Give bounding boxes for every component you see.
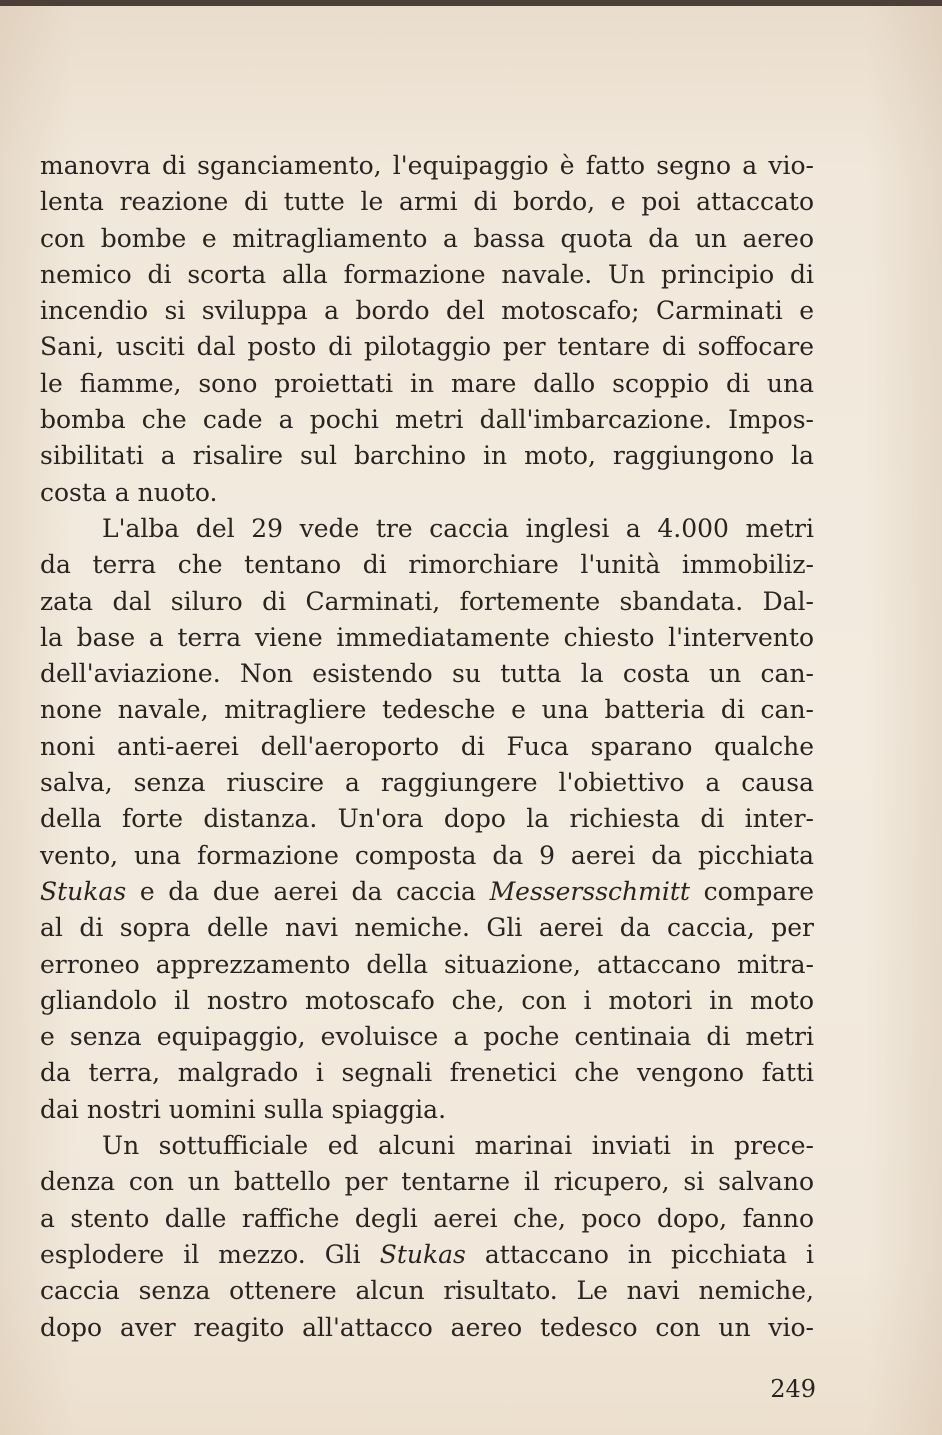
italic-term: Stukas <box>379 1239 466 1269</box>
text-line: della forte distanza. Un'ora dopo la richiesta di inter- <box>40 804 814 834</box>
page-top-edge <box>0 0 942 6</box>
text-line: erroneo apprezzamento della situazione, attaccano mitra- <box>40 949 814 979</box>
paragraph-1 <box>40 148 814 511</box>
text-line: da terra, malgrado i segnali frenetici che vengono fatti <box>40 1058 814 1088</box>
text-line: caccia senza ottenere alcun risultato. Le navi nemiche, <box>40 1276 814 1306</box>
text-line: Un sottufficiale ed alcuni marinai inviati in prece- <box>102 1131 814 1161</box>
text-line: nemico di scorta alla formazione navale. Un principio di <box>40 259 814 289</box>
text-line: Sani, usciti dal posto di pilotaggio per tentare di soffocare <box>40 332 814 362</box>
text-line: la base a terra viene immediatamente chiesto l'intervento <box>40 622 814 652</box>
text-line: dopo aver reagito all'attacco aereo tedesco con un vio- <box>40 1312 814 1342</box>
text-line: gliandolo il nostro motoscafo che, con i motori in moto <box>40 985 814 1015</box>
text-line: zata dal siluro di Carminati, fortemente sbandata. Dal- <box>40 586 814 616</box>
text-line: dell'aviazione. Non esistendo su tutta la costa un can- <box>40 659 814 689</box>
text-line: manovra di sganciamento, l'equipaggio è fatto segno a vio- <box>40 151 814 180</box>
italic-term: Stukas <box>40 876 127 906</box>
text-line: none navale, mitragliere tedesche e una batteria di can- <box>40 695 814 725</box>
text-line: lenta reazione di tutte le armi di bordo, e poi attaccato <box>40 187 814 217</box>
text-line: al di sopra delle navi nemiche. Gli aerei da caccia, per <box>40 913 814 943</box>
paragraph-2 <box>40 511 814 1128</box>
text-line: noni anti-aerei dell'aeroporto di Fuca sparano qualche <box>40 731 814 761</box>
text-line: costa a nuoto. <box>40 477 218 507</box>
text-line: vento, una formazione composta da 9 aerei da picchiata <box>40 840 814 870</box>
text-line: bomba che cade a pochi metri dall'imbarcazione. Impos- <box>40 405 814 435</box>
text-line: le fiamme, sono proiettati in mare dallo scoppio di una <box>40 368 814 398</box>
text-line: a stento dalle raffiche degli aerei che, poco dopo, fanno <box>40 1203 814 1233</box>
text-line: da terra che tentano di rimorchiare l'unità immobiliz- <box>40 550 814 580</box>
text-line: salva, senza riuscire a raggiungere l'obiettivo a causa <box>40 768 814 798</box>
paragraph-3 <box>40 1128 814 1346</box>
page-number: 249 <box>770 1375 816 1403</box>
text-line-italic: Stukas e da due aerei da caccia Messersschmitt compare <box>40 876 815 906</box>
body-text <box>40 148 814 1346</box>
text-line: denza con un battello per tentarne il ricupero, si salvano <box>40 1167 814 1197</box>
text-line: L'alba del 29 vede tre caccia inglesi a 4.000 metri <box>102 513 814 543</box>
text-line: e senza equipaggio, evoluisce a poche centinaia di metri <box>40 1022 814 1052</box>
text-line: dai nostri uomini sulla spiaggia. <box>40 1094 447 1124</box>
text-line: sibilitati a risalire sul barchino in moto, raggiungono la <box>40 441 814 471</box>
italic-term: Messersschmitt <box>489 876 690 906</box>
text-line: incendio si sviluppa a bordo del motoscafo; Carminati e <box>40 296 814 326</box>
text-line: con bombe e mitragliamento a bassa quota da un aereo <box>40 223 814 253</box>
text-line-italic: esplodere il mezzo. Gli Stukas attaccano in picchiata i <box>40 1239 814 1269</box>
